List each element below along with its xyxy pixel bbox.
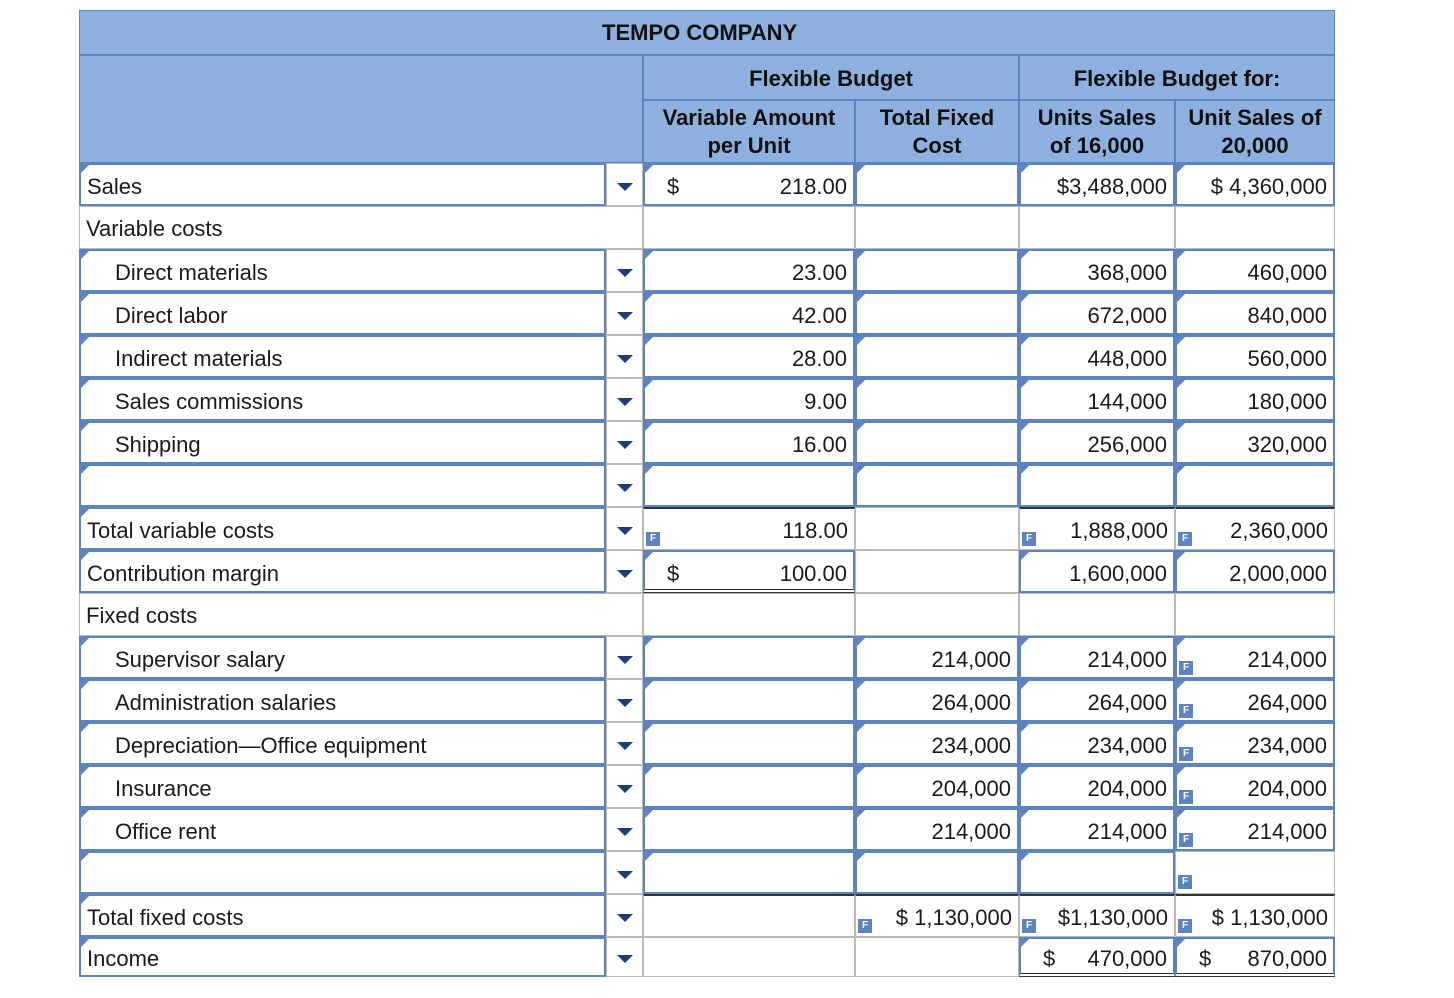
row-total-variable-u16-value: 1,888,000 bbox=[1070, 517, 1168, 543]
input-corner-marker bbox=[645, 380, 653, 388]
formula-badge-icon: F bbox=[1179, 790, 1193, 804]
income-u20-dollar-sign: $ bbox=[1199, 946, 1212, 971]
row-insurance-f-cell[interactable] bbox=[855, 765, 1019, 808]
input-corner-marker bbox=[857, 681, 865, 689]
row-total-fixed-f-cell bbox=[855, 894, 1019, 937]
row-variable-costs-u20-cell bbox=[1175, 206, 1335, 249]
row-supervisor-label-cell[interactable] bbox=[79, 636, 606, 679]
row-direct-materials-f-cell[interactable] bbox=[855, 249, 1019, 292]
row-direct-labor-label-cell[interactable] bbox=[79, 292, 606, 335]
row-sales-v-cell[interactable] bbox=[643, 163, 855, 206]
row-office-rent-f-value: 214,000 bbox=[931, 818, 1011, 844]
input-corner-marker bbox=[1177, 466, 1185, 474]
row-sales-commissions-label-cell[interactable] bbox=[79, 378, 606, 421]
row-sales-commissions-u16-cell[interactable] bbox=[1019, 378, 1175, 421]
input-corner-marker bbox=[857, 337, 865, 345]
row-fixed-costs-label: Fixed costs bbox=[86, 602, 198, 628]
input-corner-marker bbox=[1021, 724, 1029, 732]
blank-variable-row-f-cell[interactable] bbox=[855, 464, 1019, 507]
row-admin-u20-value: 264,000 bbox=[1247, 689, 1327, 715]
row-contribution-u16-cell[interactable] bbox=[1019, 550, 1175, 593]
input-corner-marker bbox=[1177, 165, 1185, 173]
chevron-down-icon bbox=[617, 785, 633, 793]
row-fixed-costs-u20-cell bbox=[1175, 593, 1335, 636]
formula-badge-icon: F bbox=[1178, 919, 1192, 933]
row-shipping-label-cell[interactable] bbox=[79, 421, 606, 464]
input-corner-marker bbox=[1177, 638, 1185, 646]
label-column-header bbox=[79, 55, 643, 163]
row-depreciation-label-cell[interactable] bbox=[79, 722, 606, 765]
variable-amount-label: Variable Amount bbox=[662, 105, 836, 130]
row-admin-label-cell[interactable] bbox=[79, 679, 606, 722]
flexible-budget-for-header bbox=[1019, 55, 1335, 100]
row-admin-f-value: 264,000 bbox=[931, 689, 1011, 715]
row-direct-materials-v-value: 23.00 bbox=[791, 259, 847, 285]
chevron-down-icon bbox=[617, 441, 633, 449]
formula-badge-icon: F bbox=[858, 919, 872, 933]
input-corner-marker bbox=[1177, 423, 1185, 431]
row-income-v-cell bbox=[643, 937, 855, 977]
row-contribution-f-cell bbox=[855, 550, 1019, 593]
row-office-rent-dropdown[interactable] bbox=[606, 808, 643, 851]
chevron-down-icon bbox=[617, 398, 633, 406]
row-indirect-materials-u20-cell[interactable] bbox=[1175, 335, 1335, 378]
input-corner-marker bbox=[857, 165, 865, 173]
chevron-down-icon bbox=[617, 312, 633, 320]
row-office-rent-u16-cell[interactable] bbox=[1019, 808, 1175, 851]
input-corner-marker bbox=[1177, 294, 1185, 302]
row-shipping-v-value: 16.00 bbox=[791, 431, 847, 457]
input-corner-marker bbox=[81, 423, 89, 431]
row-direct-materials-u16-value: 368,000 bbox=[1087, 259, 1167, 285]
formula-badge-icon: F bbox=[1178, 532, 1192, 546]
chevron-down-icon bbox=[617, 914, 633, 922]
chevron-down-icon bbox=[617, 699, 633, 707]
input-corner-marker bbox=[645, 423, 653, 431]
input-corner-marker bbox=[81, 896, 89, 904]
input-corner-marker bbox=[1021, 165, 1029, 173]
row-indirect-materials-f-cell[interactable] bbox=[855, 335, 1019, 378]
input-corner-marker bbox=[81, 767, 89, 775]
row-sales-commissions-u16-value: 144,000 bbox=[1087, 388, 1167, 414]
row-total-variable-u20-value: 2,360,000 bbox=[1230, 517, 1328, 543]
row-income-u16-cell[interactable] bbox=[1019, 937, 1175, 977]
row-depreciation-u16-cell[interactable] bbox=[1019, 722, 1175, 765]
input-corner-marker bbox=[645, 337, 653, 345]
formula-badge-icon: F bbox=[1179, 661, 1193, 675]
input-corner-marker bbox=[645, 165, 653, 173]
blank-fixed-row-v-cell[interactable] bbox=[643, 851, 855, 894]
row-total-fixed-dropdown[interactable] bbox=[606, 894, 643, 937]
input-corner-marker bbox=[645, 251, 653, 259]
row-sales-dollar-sign: $ bbox=[667, 173, 680, 199]
input-corner-marker bbox=[1177, 337, 1185, 345]
row-contribution-label-cell[interactable] bbox=[79, 550, 606, 593]
row-supervisor-v-cell[interactable] bbox=[643, 636, 855, 679]
row-sales-u20-cell[interactable] bbox=[1175, 163, 1335, 206]
row-total-variable-v-value: 118.00 bbox=[782, 517, 848, 543]
row-indirect-materials-label-cell[interactable] bbox=[79, 335, 606, 378]
row-income-label-cell[interactable] bbox=[79, 937, 606, 977]
row-variable-costs-v-cell bbox=[643, 206, 855, 249]
row-sales-commissions-label: Sales commissions bbox=[115, 388, 304, 414]
input-corner-marker bbox=[645, 853, 653, 861]
row-indirect-materials-u16-value: 448,000 bbox=[1087, 345, 1167, 371]
input-corner-marker bbox=[857, 810, 865, 818]
row-indirect-materials-u16-cell[interactable] bbox=[1019, 335, 1175, 378]
units-16000-header bbox=[1019, 100, 1175, 163]
chevron-down-icon bbox=[617, 269, 633, 277]
row-variable-costs-label-cell bbox=[79, 206, 643, 249]
input-corner-marker bbox=[645, 767, 653, 775]
row-supervisor-label: Supervisor salary bbox=[115, 646, 285, 672]
per-unit-label: per Unit bbox=[707, 133, 791, 158]
row-insurance-u16-value: 204,000 bbox=[1087, 775, 1167, 801]
row-insurance-v-cell[interactable] bbox=[643, 765, 855, 808]
row-admin-f-cell[interactable] bbox=[855, 679, 1019, 722]
chevron-down-icon bbox=[617, 742, 633, 750]
row-depreciation-u20-value: 234,000 bbox=[1247, 732, 1327, 758]
income-u16-dollar-sign: $ bbox=[1043, 946, 1056, 971]
row-total-fixed-u20-value: $ 1,130,000 bbox=[1211, 904, 1328, 930]
input-corner-marker bbox=[1021, 251, 1029, 259]
row-indirect-materials-label: Indirect materials bbox=[115, 345, 283, 371]
row-direct-materials-v-cell[interactable] bbox=[643, 249, 855, 292]
flexible-budget-label: Flexible Budget bbox=[749, 66, 913, 91]
input-corner-marker bbox=[1177, 380, 1185, 388]
row-total-variable-v-cell bbox=[643, 507, 855, 550]
units-20000-header bbox=[1175, 100, 1335, 163]
row-direct-materials-u20-value: 460,000 bbox=[1247, 259, 1327, 285]
input-corner-marker bbox=[1021, 638, 1029, 646]
row-direct-labor-u16-cell[interactable] bbox=[1019, 292, 1175, 335]
input-corner-marker bbox=[645, 552, 653, 560]
blank-fixed-row-label-cell[interactable] bbox=[79, 851, 606, 894]
row-direct-labor-u20-value: 840,000 bbox=[1247, 302, 1327, 328]
row-sales-f-cell[interactable] bbox=[855, 163, 1019, 206]
row-total-variable-u20-cell bbox=[1175, 507, 1335, 550]
cost-label: Cost bbox=[912, 133, 962, 158]
input-corner-marker bbox=[857, 380, 865, 388]
row-insurance-label-cell[interactable] bbox=[79, 765, 606, 808]
input-corner-marker bbox=[81, 853, 89, 861]
row-insurance-label: Insurance bbox=[115, 775, 212, 801]
row-indirect-materials-v-cell[interactable] bbox=[643, 335, 855, 378]
row-supervisor-f-value: 214,000 bbox=[931, 646, 1011, 672]
row-shipping-f-cell[interactable] bbox=[855, 421, 1019, 464]
input-corner-marker bbox=[1177, 810, 1185, 818]
blank-fixed-row-u20-cell bbox=[1175, 851, 1335, 894]
row-contribution-v-value: 100.00 bbox=[779, 560, 847, 586]
input-corner-marker bbox=[81, 466, 89, 474]
row-sales-commissions-u20-value: 180,000 bbox=[1247, 388, 1327, 414]
row-depreciation-f-cell[interactable] bbox=[855, 722, 1019, 765]
row-direct-materials-dropdown[interactable] bbox=[606, 249, 643, 292]
chevron-down-icon bbox=[617, 828, 633, 836]
input-corner-marker bbox=[81, 380, 89, 388]
input-corner-marker bbox=[1021, 939, 1029, 947]
input-corner-marker bbox=[857, 724, 865, 732]
row-insurance-u20-value: 204,000 bbox=[1247, 775, 1327, 801]
chevron-down-icon bbox=[617, 527, 633, 535]
of-16000-label: of 16,000 bbox=[1049, 133, 1145, 158]
row-shipping-v-cell[interactable] bbox=[643, 421, 855, 464]
row-direct-labor-label: Direct labor bbox=[115, 302, 228, 328]
input-corner-marker bbox=[81, 810, 89, 818]
input-corner-marker bbox=[857, 466, 865, 474]
row-sales-commissions-v-value: 9.00 bbox=[804, 388, 847, 414]
row-income-dropdown[interactable] bbox=[606, 937, 643, 977]
row-sales-u16-cell[interactable] bbox=[1019, 163, 1175, 206]
row-depreciation-label: Depreciation—Office equipment bbox=[115, 732, 427, 758]
blank-variable-row-u16-cell[interactable] bbox=[1019, 464, 1175, 507]
row-shipping-u16-value: 256,000 bbox=[1087, 431, 1167, 457]
formula-badge-icon: F bbox=[1178, 875, 1192, 889]
input-corner-marker bbox=[1177, 939, 1185, 947]
row-sales-v-value: 218.00 bbox=[779, 173, 847, 199]
row-contribution-u20-value: 2,000,000 bbox=[1229, 560, 1327, 586]
row-admin-label: Administration salaries bbox=[115, 689, 337, 715]
row-supervisor-u20-value: 214,000 bbox=[1247, 646, 1327, 672]
row-contribution-v-cell[interactable] bbox=[643, 550, 855, 593]
formula-badge-icon: F bbox=[1022, 919, 1036, 933]
variable-amount-header bbox=[643, 100, 855, 163]
row-insurance-u16-cell[interactable] bbox=[1019, 765, 1175, 808]
row-office-rent-label: Office rent bbox=[115, 818, 217, 844]
input-corner-marker bbox=[81, 165, 89, 173]
input-corner-marker bbox=[81, 552, 89, 560]
row-total-fixed-label-cell[interactable] bbox=[79, 894, 606, 937]
input-corner-marker bbox=[645, 638, 653, 646]
row-direct-materials-u16-cell[interactable] bbox=[1019, 249, 1175, 292]
input-corner-marker bbox=[857, 251, 865, 259]
row-fixed-costs-f-cell bbox=[855, 593, 1019, 636]
input-corner-marker bbox=[81, 724, 89, 732]
row-supervisor-u16-cell[interactable] bbox=[1019, 636, 1175, 679]
input-corner-marker bbox=[1177, 251, 1185, 259]
chevron-down-icon bbox=[617, 955, 633, 963]
row-insurance-u20-cell[interactable] bbox=[1175, 765, 1335, 808]
row-admin-v-cell[interactable] bbox=[643, 679, 855, 722]
blank-variable-row-v-cell[interactable] bbox=[643, 464, 855, 507]
input-corner-marker bbox=[645, 681, 653, 689]
row-office-rent-u20-value: 214,000 bbox=[1247, 818, 1327, 844]
row-contribution-u20-cell[interactable] bbox=[1175, 550, 1335, 593]
row-sales-u20-value: $ 4,360,000 bbox=[1210, 173, 1327, 199]
row-depreciation-u20-cell[interactable] bbox=[1175, 722, 1335, 765]
input-corner-marker bbox=[1021, 853, 1029, 861]
input-corner-marker bbox=[857, 638, 865, 646]
formula-badge-icon: F bbox=[1179, 833, 1193, 847]
row-contribution-u16-value: 1,600,000 bbox=[1069, 560, 1167, 586]
input-corner-marker bbox=[1177, 681, 1185, 689]
n-20000-label: 20,000 bbox=[1221, 133, 1289, 158]
row-supervisor-u16-value: 214,000 bbox=[1087, 646, 1167, 672]
row-contribution-dropdown[interactable] bbox=[606, 550, 643, 593]
input-corner-marker bbox=[857, 853, 865, 861]
row-sales-commissions-u20-cell[interactable] bbox=[1175, 378, 1335, 421]
input-corner-marker bbox=[81, 251, 89, 259]
row-direct-materials-label-cell[interactable] bbox=[79, 249, 606, 292]
row-supervisor-dropdown[interactable] bbox=[606, 636, 643, 679]
row-admin-dropdown[interactable] bbox=[606, 679, 643, 722]
row-income-u16-value: 470,000 bbox=[1087, 946, 1167, 971]
row-total-variable-label: Total variable costs bbox=[87, 517, 275, 543]
row-total-fixed-label: Total fixed costs bbox=[87, 904, 244, 930]
input-corner-marker bbox=[1021, 810, 1029, 818]
formula-badge-icon: F bbox=[1179, 747, 1193, 761]
row-shipping-label: Shipping bbox=[115, 431, 201, 457]
input-corner-marker bbox=[1021, 423, 1029, 431]
row-indirect-materials-dropdown[interactable] bbox=[606, 335, 643, 378]
input-corner-marker bbox=[81, 509, 89, 517]
row-fixed-costs-u16-cell bbox=[1019, 593, 1175, 636]
input-corner-marker bbox=[1021, 767, 1029, 775]
row-income-f-cell bbox=[855, 937, 1019, 977]
row-total-fixed-u16-value: $1,130,000 bbox=[1057, 904, 1168, 930]
input-corner-marker bbox=[645, 466, 653, 474]
chevron-down-icon bbox=[617, 355, 633, 363]
row-sales-label: Sales bbox=[87, 173, 143, 199]
input-corner-marker bbox=[857, 767, 865, 775]
blank-variable-row-dropdown[interactable] bbox=[606, 464, 643, 507]
row-admin-u20-cell[interactable] bbox=[1175, 679, 1335, 722]
units-sales-label: Units Sales bbox=[1037, 105, 1157, 130]
chevron-down-icon bbox=[617, 570, 633, 578]
input-corner-marker bbox=[1021, 466, 1029, 474]
row-fixed-costs-v-cell bbox=[643, 593, 855, 636]
blank-variable-row-u20-cell[interactable] bbox=[1175, 464, 1335, 507]
input-corner-marker bbox=[81, 681, 89, 689]
row-office-rent-u20-cell[interactable] bbox=[1175, 808, 1335, 851]
total-fixed-label: Total Fixed bbox=[879, 105, 995, 130]
row-sales-u16-value: $3,488,000 bbox=[1056, 173, 1167, 199]
row-total-fixed-u16-cell bbox=[1019, 894, 1175, 937]
flexible-budget-header bbox=[643, 55, 1019, 100]
blank-variable-row-label-cell[interactable] bbox=[79, 464, 606, 507]
row-direct-labor-u20-cell[interactable] bbox=[1175, 292, 1335, 335]
unit-sales-of-label: Unit Sales of bbox=[1188, 105, 1322, 130]
input-corner-marker bbox=[645, 724, 653, 732]
row-shipping-u20-cell[interactable] bbox=[1175, 421, 1335, 464]
row-indirect-materials-u20-value: 560,000 bbox=[1247, 345, 1327, 371]
total-fixed-header bbox=[855, 100, 1019, 163]
row-shipping-u16-cell[interactable] bbox=[1019, 421, 1175, 464]
row-supervisor-f-cell[interactable] bbox=[855, 636, 1019, 679]
input-corner-marker bbox=[81, 337, 89, 345]
budget-sheet bbox=[79, 10, 1335, 977]
row-depreciation-f-value: 234,000 bbox=[931, 732, 1011, 758]
input-corner-marker bbox=[81, 294, 89, 302]
formula-badge-icon: F bbox=[1179, 704, 1193, 718]
row-total-variable-f-cell bbox=[855, 507, 1019, 550]
input-corner-marker bbox=[645, 294, 653, 302]
row-office-rent-f-cell[interactable] bbox=[855, 808, 1019, 851]
input-corner-marker bbox=[1021, 294, 1029, 302]
row-contribution-dollar-sign: $ bbox=[667, 560, 680, 586]
row-office-rent-u16-value: 214,000 bbox=[1087, 818, 1167, 844]
chevron-down-icon bbox=[617, 183, 633, 191]
row-direct-materials-u20-cell[interactable] bbox=[1175, 249, 1335, 292]
row-variable-costs-label: Variable costs bbox=[86, 215, 223, 241]
row-depreciation-v-cell[interactable] bbox=[643, 722, 855, 765]
row-total-variable-label-cell[interactable] bbox=[79, 507, 606, 550]
input-corner-marker bbox=[1021, 380, 1029, 388]
row-office-rent-v-cell[interactable] bbox=[643, 808, 855, 851]
row-income-label: Income bbox=[87, 946, 160, 971]
row-admin-u16-value: 264,000 bbox=[1087, 689, 1167, 715]
row-variable-costs-u16-cell bbox=[1019, 206, 1175, 249]
chevron-down-icon bbox=[617, 656, 633, 664]
row-total-fixed-v-cell bbox=[643, 894, 855, 937]
row-sales-commissions-f-cell[interactable] bbox=[855, 378, 1019, 421]
input-corner-marker bbox=[1177, 767, 1185, 775]
input-corner-marker bbox=[81, 638, 89, 646]
row-income-u20-value: 870,000 bbox=[1247, 946, 1327, 971]
row-contribution-label: Contribution margin bbox=[87, 560, 279, 586]
row-total-variable-dropdown[interactable] bbox=[606, 507, 643, 550]
company-title: TEMPO COMPANY bbox=[602, 20, 798, 45]
input-corner-marker bbox=[1177, 724, 1185, 732]
row-admin-u16-cell[interactable] bbox=[1019, 679, 1175, 722]
formula-badge-icon: F bbox=[646, 532, 660, 546]
row-direct-materials-label: Direct materials bbox=[115, 259, 268, 285]
row-total-variable-u16-cell bbox=[1019, 507, 1175, 550]
input-corner-marker bbox=[1021, 681, 1029, 689]
blank-fixed-row-dropdown[interactable] bbox=[606, 851, 643, 894]
row-direct-labor-f-cell[interactable] bbox=[855, 292, 1019, 335]
row-depreciation-u16-value: 234,000 bbox=[1087, 732, 1167, 758]
row-variable-costs-f-cell bbox=[855, 206, 1019, 249]
chevron-down-icon bbox=[617, 871, 633, 879]
row-direct-labor-dropdown[interactable] bbox=[606, 292, 643, 335]
row-indirect-materials-v-value: 28.00 bbox=[791, 345, 847, 371]
blank-fixed-row-u16-cell[interactable] bbox=[1019, 851, 1175, 894]
flexible-budget-for-label: Flexible Budget for: bbox=[1073, 66, 1281, 91]
title-header bbox=[79, 10, 1335, 55]
row-sales-dropdown[interactable] bbox=[606, 163, 643, 206]
input-corner-marker bbox=[1177, 552, 1185, 560]
chevron-down-icon bbox=[617, 484, 633, 492]
row-income-u20-cell[interactable] bbox=[1175, 937, 1335, 977]
input-corner-marker bbox=[1021, 337, 1029, 345]
blank-fixed-row-f-cell[interactable] bbox=[855, 851, 1019, 894]
row-sales-label-cell[interactable] bbox=[79, 163, 606, 206]
row-insurance-dropdown[interactable] bbox=[606, 765, 643, 808]
row-shipping-dropdown[interactable] bbox=[606, 421, 643, 464]
row-supervisor-u20-cell[interactable] bbox=[1175, 636, 1335, 679]
row-total-fixed-u20-cell bbox=[1175, 894, 1335, 937]
input-corner-marker bbox=[857, 423, 865, 431]
row-direct-labor-v-value: 42.00 bbox=[791, 302, 847, 328]
row-total-fixed-f-value: $ 1,130,000 bbox=[895, 904, 1012, 930]
row-direct-labor-u16-value: 672,000 bbox=[1087, 302, 1167, 328]
row-depreciation-dropdown[interactable] bbox=[606, 722, 643, 765]
row-fixed-costs-label-cell bbox=[79, 593, 643, 636]
row-direct-labor-v-cell[interactable] bbox=[643, 292, 855, 335]
row-office-rent-label-cell[interactable] bbox=[79, 808, 606, 851]
formula-badge-icon: F bbox=[1022, 532, 1036, 546]
input-corner-marker bbox=[1021, 552, 1029, 560]
row-sales-commissions-dropdown[interactable] bbox=[606, 378, 643, 421]
row-sales-commissions-v-cell[interactable] bbox=[643, 378, 855, 421]
input-corner-marker bbox=[857, 294, 865, 302]
input-corner-marker bbox=[645, 810, 653, 818]
row-insurance-f-value: 204,000 bbox=[931, 775, 1011, 801]
row-shipping-u20-value: 320,000 bbox=[1247, 431, 1327, 457]
